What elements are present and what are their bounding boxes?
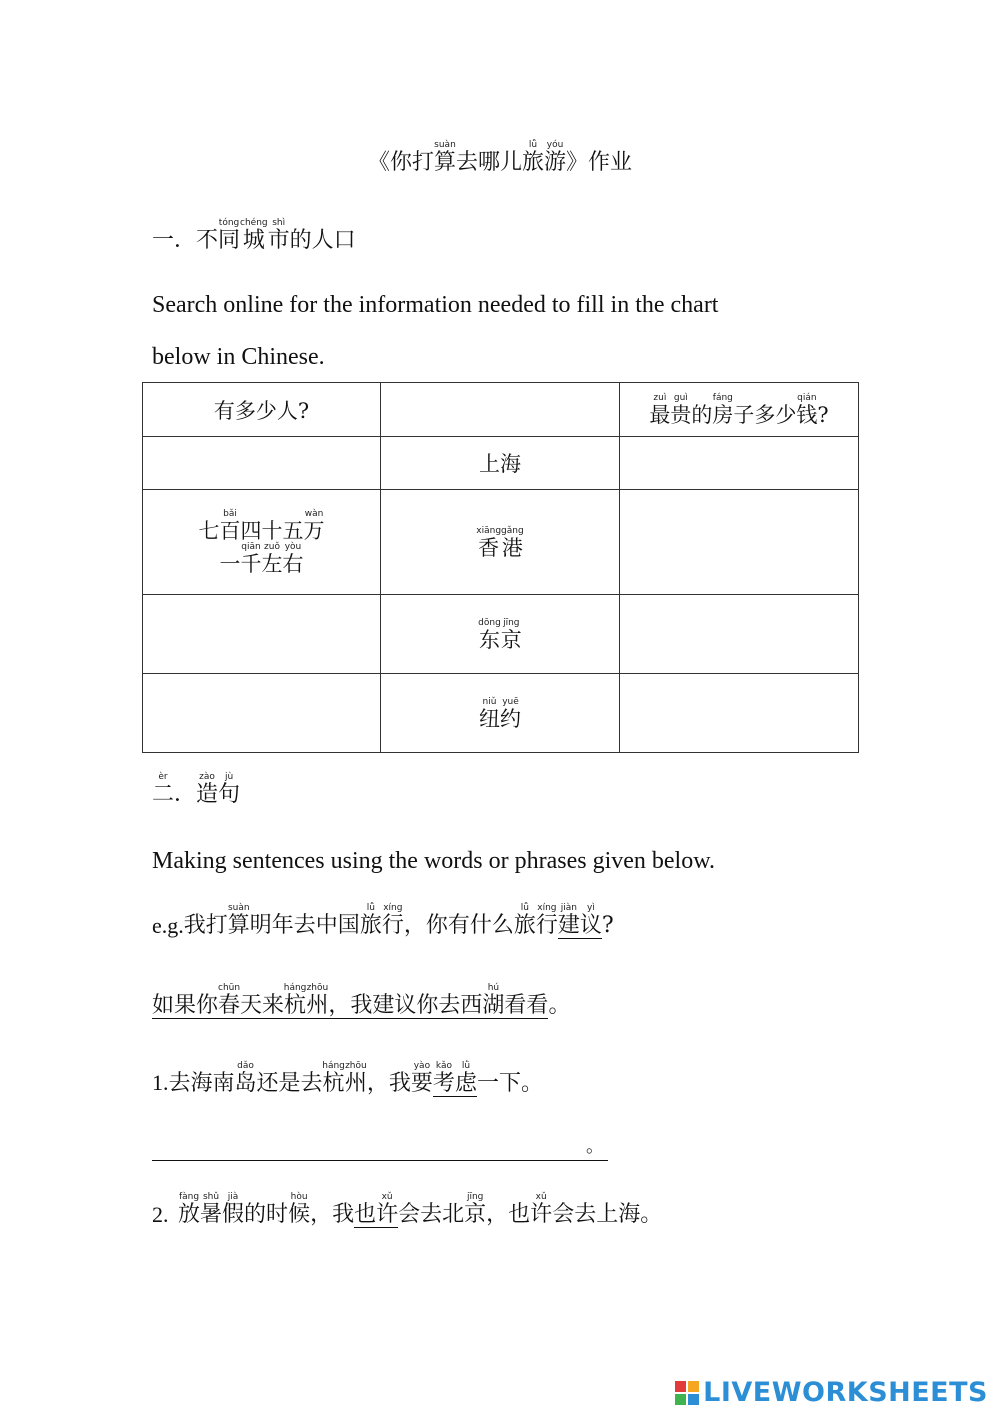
text-run: 的时 (244, 1202, 289, 1227)
text-run: 上海 (479, 452, 521, 476)
pinyin: xíng (535, 903, 558, 913)
pinyin: jīng (464, 1192, 487, 1202)
annotated-character: 纽niǔ (479, 696, 500, 731)
annotated-character: 放fàng (178, 1192, 201, 1227)
pinyin: yòu (282, 542, 304, 552)
hongkong-population-line1 (149, 509, 374, 542)
pinyin: jīng (500, 617, 522, 628)
text-run: 看看 (504, 993, 549, 1018)
population-input-cell[interactable] (143, 437, 381, 490)
question-1 (152, 1061, 543, 1095)
population-input-cell[interactable] (143, 595, 381, 674)
pinyin: chūn (218, 983, 241, 993)
pinyin: shǔ (200, 1192, 223, 1202)
annotated-character: 岛dǎo (234, 1061, 257, 1096)
question-1-text (152, 1061, 543, 1095)
annotated-character: 湖hú (482, 983, 505, 1018)
text-run: 一．不 (152, 228, 219, 253)
text-run: 天来 (240, 993, 285, 1018)
city-shanghai (479, 454, 521, 475)
text-run: ． (174, 782, 197, 807)
annotated-character: 行xíng (535, 903, 558, 938)
annotated-character: 行xíng (381, 903, 404, 938)
text-run: 会去上海。 (552, 1202, 663, 1227)
pinyin: fáng (712, 393, 734, 403)
header-house-price (620, 383, 859, 437)
annotated-character: 东dōng (478, 617, 501, 652)
text-run: ，我建议你去西 (328, 993, 483, 1018)
page-title (0, 140, 1000, 174)
example-sentence (152, 903, 614, 937)
example-sentence-text (184, 903, 614, 937)
pinyin: xǔ (530, 1192, 553, 1202)
annotated-character: 贵guì (670, 393, 692, 427)
annotated-character: 游yóu (544, 140, 567, 175)
example-prefix: e.g. (152, 913, 184, 938)
text-run: ，你有什么 (403, 913, 514, 938)
logo-square-2 (688, 1381, 699, 1392)
text-run: 的 (691, 403, 713, 427)
pinyin: jiàn (557, 903, 580, 913)
text-run: 我打 (183, 913, 228, 938)
pinyin: wàn (303, 509, 325, 519)
question-2 (152, 1192, 663, 1227)
annotated-character: 许xǔ (530, 1192, 553, 1227)
table-row (143, 490, 859, 595)
table-row (143, 595, 859, 674)
annotated-character: 议yì (579, 903, 602, 938)
text-run: 的人口 (289, 228, 356, 253)
pinyin: qiān (240, 542, 262, 552)
text-run: 一 (219, 552, 241, 576)
annotated-character: 京jīng (500, 617, 522, 652)
population-cell (143, 490, 381, 595)
annotated-character: 市shì (267, 218, 290, 253)
header-population-text: 有多少人? (213, 398, 310, 423)
annotated-character: 二èr (152, 772, 175, 807)
section1-heading-text (152, 218, 356, 252)
pinyin: háng (322, 1061, 345, 1071)
pinyin: kǎo (432, 1061, 455, 1071)
pinyin: zhōu (344, 1061, 367, 1071)
section2-heading-text (152, 772, 240, 806)
example-answer (152, 983, 570, 1017)
text-run: 。 (548, 993, 571, 1018)
annotated-character: 虑lǜ (454, 1061, 477, 1096)
pinyin: suàn (227, 903, 250, 913)
liveworksheets-logo (675, 1377, 988, 1408)
annotated-character: 算suàn (433, 140, 456, 175)
annotated-character: 假jià (222, 1192, 245, 1227)
table-row (143, 437, 859, 490)
text-run: 去哪儿 (455, 150, 522, 175)
text-run: ，我 (366, 1071, 411, 1096)
pinyin: lǚ (513, 903, 536, 913)
pinyin: lǜ (454, 1061, 477, 1071)
pinyin: jù (218, 772, 241, 782)
pinyin: bǎi (219, 509, 241, 519)
title-text (368, 140, 632, 174)
annotated-character: 房fáng (712, 393, 734, 427)
table-row (143, 674, 859, 753)
city-tokyo (478, 618, 522, 651)
annotated-character: 千qiān (240, 542, 262, 576)
logo-square-4 (688, 1394, 699, 1405)
annotated-character: 许xǔ (376, 1192, 399, 1227)
pinyin: hú (482, 983, 505, 993)
header-city (381, 383, 620, 437)
section1-instruction-line1: Search online for the information needed to fill in the chart (152, 292, 719, 318)
pinyin: fàng (178, 1192, 201, 1202)
text-run: 《你打 (367, 150, 434, 175)
price-input-cell[interactable] (620, 437, 859, 490)
pinyin: dǎo (234, 1061, 257, 1071)
pinyin: suàn (433, 140, 456, 150)
annotated-character: 城chéng (240, 218, 268, 253)
annotated-character: 香xiāng (476, 525, 502, 560)
pinyin: èr (152, 772, 174, 782)
annotated-character: 算suàn (227, 903, 250, 938)
text-run: 去海南 (168, 1071, 235, 1096)
text-run: ，也 (486, 1202, 531, 1227)
text-run: 》作业 (566, 150, 633, 175)
pinyin: guì (670, 393, 692, 403)
annotated-character: 左zuǒ (261, 542, 283, 576)
pinyin: qián (796, 393, 818, 403)
header-population (143, 383, 381, 437)
annotated-character: 考kǎo (432, 1061, 455, 1096)
annotated-character: 钱qián (796, 393, 818, 427)
city-cell (381, 437, 620, 490)
annotated-character: 州zhōu (344, 1061, 367, 1096)
city-population-chart (142, 382, 859, 753)
annotated-character: 最zuì (649, 393, 671, 427)
text-run: 四十五 (240, 519, 304, 543)
section2-heading (152, 772, 240, 806)
annotated-character: 要yào (410, 1061, 433, 1096)
annotated-character: 建jiàn (557, 903, 580, 938)
pinyin: zhōu (306, 983, 329, 993)
question-2-text (178, 1192, 662, 1226)
pinyin: yóu (544, 140, 567, 150)
example-answer-text (152, 983, 570, 1017)
annotated-character: 同tóng (218, 218, 241, 253)
annotated-character: 候hòu (288, 1192, 311, 1227)
question-2-number: 2. (152, 1202, 169, 1227)
annotated-character: 暑shǔ (200, 1192, 223, 1227)
pinyin: zào (196, 772, 219, 782)
annotated-character: 造zào (196, 772, 219, 807)
text-run: 会去北 (398, 1202, 465, 1227)
pinyin: yuē (500, 696, 521, 707)
pinyin: lǚ (522, 140, 544, 150)
pinyin: yì (579, 903, 602, 913)
annotated-character: 百bǎi (219, 509, 241, 543)
pinyin: lǚ (359, 903, 382, 913)
annotated-character: 右yòu (282, 542, 304, 576)
city-cell (381, 595, 620, 674)
logo-mark-icon (675, 1381, 699, 1405)
logo-square-3 (675, 1394, 686, 1405)
logo-text: LIVEWORKSHEETS (703, 1377, 988, 1408)
blank-end-mark: 。 (586, 1136, 604, 1157)
text-run: ? (817, 403, 829, 427)
pinyin: dōng (478, 617, 501, 628)
pinyin: xǔ (376, 1192, 399, 1202)
pinyin: shì (267, 218, 290, 228)
pinyin: chéng (240, 218, 268, 228)
section1-instruction-line2: below in Chinese. (152, 344, 325, 370)
pinyin: háng (283, 983, 307, 993)
header-house-price-text (649, 393, 828, 426)
hongkong-population-line2-text (220, 542, 304, 575)
annotated-character: 州zhōu (306, 983, 329, 1018)
hongkong-population-line2 (149, 542, 374, 575)
annotated-character: 旅lǚ (359, 903, 382, 938)
text-run: 如果你 (152, 993, 219, 1018)
city-cell (381, 490, 620, 595)
annotated-character: 句jù (218, 772, 241, 807)
pinyin: zuì (649, 393, 671, 403)
table-header-row (143, 383, 859, 437)
annotated-character: 旅lǚ (522, 140, 545, 175)
hongkong-population-line1-text (199, 509, 325, 542)
text-run: 1. (152, 1070, 169, 1095)
pinyin: xíng (381, 903, 404, 913)
annotated-character: 杭háng (322, 1061, 345, 1096)
text-run: 子多少 (733, 403, 797, 427)
population-input-cell[interactable] (143, 674, 381, 753)
pinyin: jià (222, 1192, 245, 1202)
price-input-cell[interactable] (620, 595, 859, 674)
annotated-character: 约yuē (500, 696, 521, 731)
section1-heading (152, 218, 356, 252)
pinyin: xiāng (476, 525, 502, 536)
annotated-character: 杭háng (283, 983, 307, 1018)
text-run: 明年去中国 (249, 913, 360, 938)
city-newyork (479, 697, 521, 730)
text-run: 也 (354, 1202, 377, 1227)
question-1-answer-blank[interactable] (152, 1130, 608, 1161)
section2-instruction: Making sentences using the words or phrases given below. (152, 848, 715, 874)
city-hongkong (476, 526, 523, 559)
text-run: 七 (198, 519, 220, 543)
text-run: 还是去 (256, 1071, 323, 1096)
annotated-character: 万wàn (303, 509, 325, 543)
pinyin: gǎng (501, 525, 524, 536)
text-run: ? (601, 913, 614, 938)
logo-square-1 (675, 1381, 686, 1392)
pinyin: yào (410, 1061, 433, 1071)
city-cell (381, 674, 620, 753)
annotated-character: 旅lǚ (513, 903, 536, 938)
pinyin: tóng (218, 218, 241, 228)
text-run: 一下。 (476, 1071, 543, 1096)
text-run: ，我 (310, 1202, 355, 1227)
pinyin: hòu (288, 1192, 311, 1202)
pinyin: niǔ (479, 696, 500, 707)
pinyin: zuǒ (261, 542, 283, 552)
annotated-character: 春chūn (218, 983, 241, 1018)
annotated-character: 港gǎng (501, 525, 524, 560)
annotated-character: 京jīng (464, 1192, 487, 1227)
price-input-cell[interactable] (620, 674, 859, 753)
price-input-cell[interactable] (620, 490, 859, 595)
